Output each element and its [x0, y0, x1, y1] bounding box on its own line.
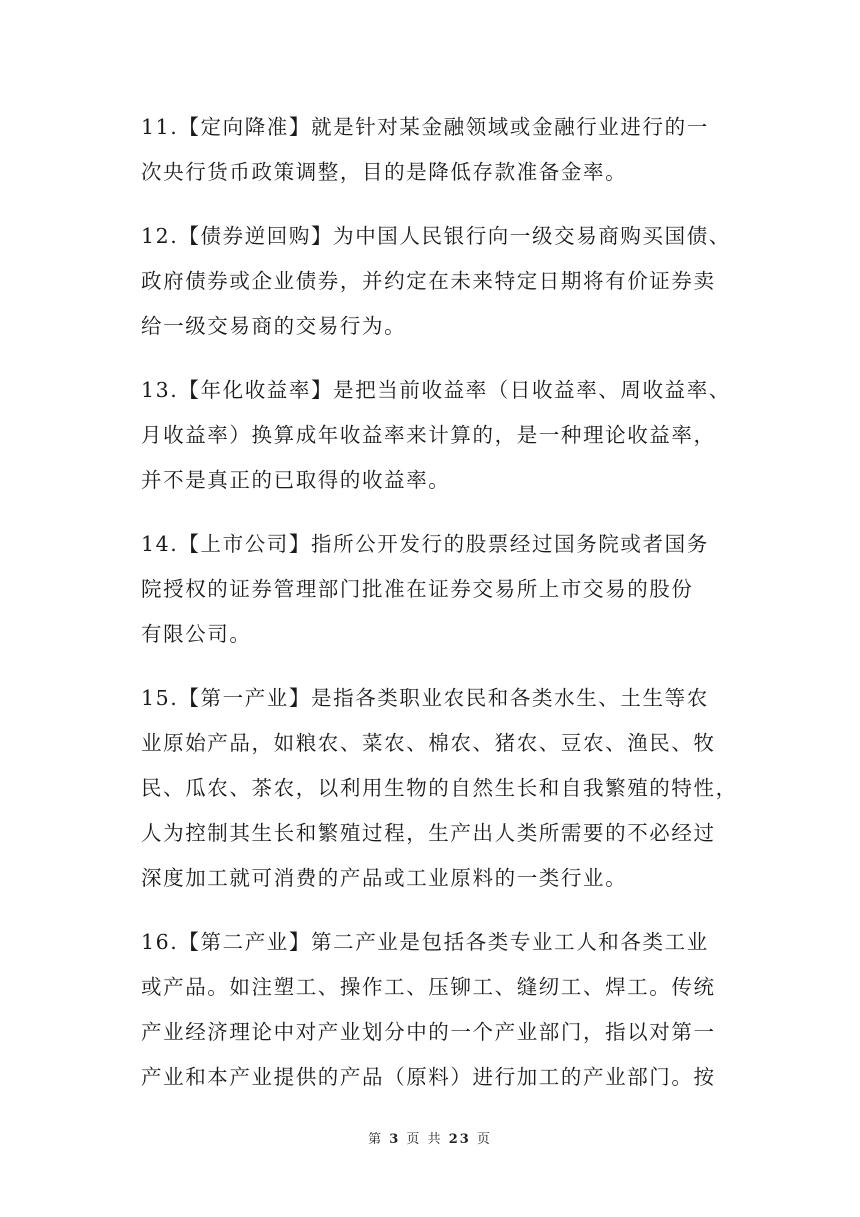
total-pages-number: 23	[448, 1132, 471, 1147]
entry-line: 民、瓜农、茶农，以利用生物的自然生长和自我繁殖的特性，	[141, 776, 738, 800]
entry-line: 月收益率）换算成年收益率来计算的，是一种理论收益率，	[141, 423, 716, 447]
footer-prefix: 第	[368, 1132, 384, 1147]
entry-line: 次央行货币政策调整，目的是降低存款准备金率。	[141, 160, 628, 184]
entry-line: 给一级交易商的交易行为。	[141, 314, 407, 338]
page-footer	[0, 1128, 860, 1147]
glossary-entry-16	[141, 920, 721, 1100]
entry-line: 政府债券或企业债券，并约定在未来特定日期将有价证券卖	[141, 269, 716, 293]
glossary-entry-13	[141, 368, 731, 503]
entry-line: 产业和本产业提供的产品（原料）进行加工的产业部门。按	[141, 1065, 716, 1089]
entry-line: 15.【第一产业】是指各类职业农民和各类水生、土生等农	[141, 686, 709, 710]
footer-suffix: 页	[476, 1132, 492, 1147]
entry-line: 有限公司。	[141, 622, 252, 646]
entry-line: 或产品。如注塑工、操作工、压铆工、缝纫工、焊工。传统	[141, 975, 716, 999]
entry-line: 深度加工就可消费的产品或工业原料的一类行业。	[141, 866, 628, 890]
entry-line: 14.【上市公司】指所公开发行的股票经过国务院或者国务	[141, 532, 709, 556]
entry-line: 11.【定向降准】就是针对某金融领域或金融行业进行的一	[141, 115, 709, 139]
entry-line: 并不是真正的已取得的收益率。	[141, 468, 451, 492]
current-page-number: 3	[389, 1132, 401, 1147]
glossary-entry-11	[141, 105, 721, 195]
glossary-body	[141, 105, 738, 1119]
glossary-entry-12	[141, 214, 731, 349]
entry-line: 院授权的证券管理部门批准在证券交易所上市交易的股份	[141, 577, 694, 601]
glossary-entry-14	[141, 522, 721, 657]
entry-line: 13.【年化收益率】是把当前收益率（日收益率、周收益率、	[141, 378, 731, 402]
footer-middle: 页 共	[406, 1132, 443, 1147]
entry-line: 产业经济理论中对产业划分中的一个产业部门，指以对第一	[141, 1020, 716, 1044]
entry-line: 16.【第二产业】第二产业是包括各类专业工人和各类工业	[141, 930, 709, 954]
entry-line: 人为控制其生长和繁殖过程，生产出人类所需要的不必经过	[141, 821, 716, 845]
glossary-entry-15	[141, 676, 738, 901]
entry-line: 业原始产品，如粮农、菜农、棉农、猪农、豆农、渔民、牧	[141, 731, 716, 755]
entry-line: 12.【债券逆回购】为中国人民银行向一级交易商购买国债、	[141, 224, 731, 248]
